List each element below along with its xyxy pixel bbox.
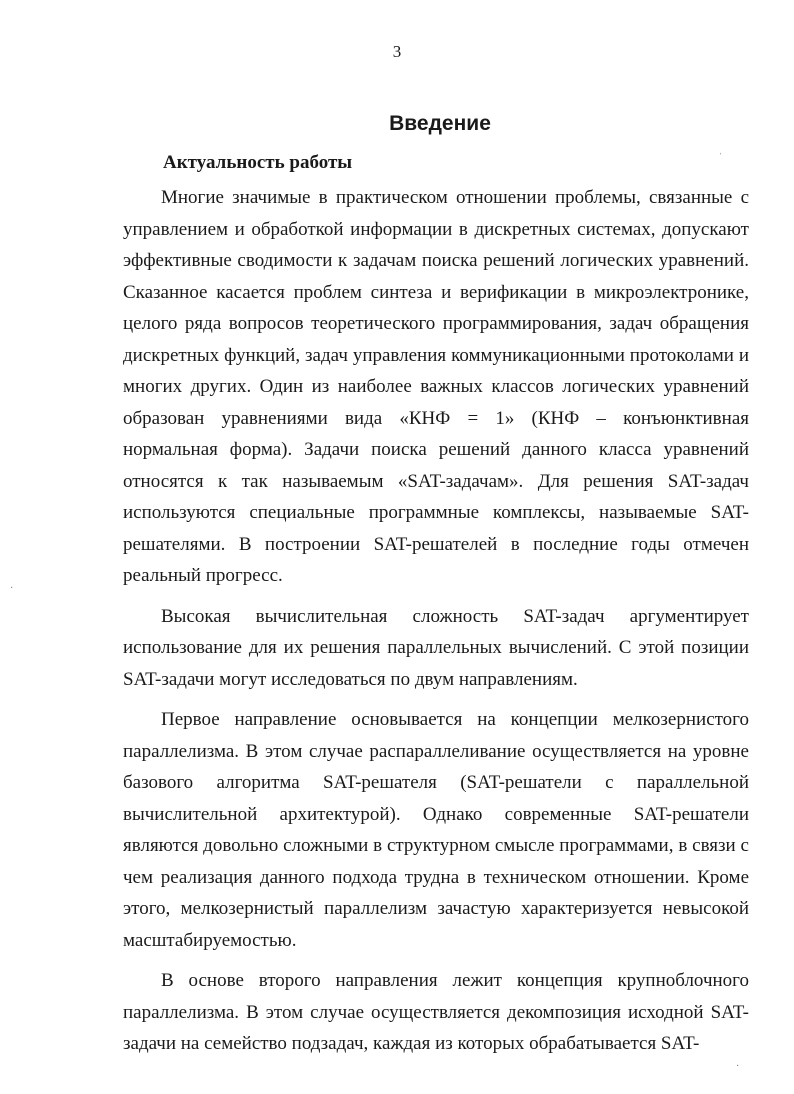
section-heading: Актуальность работы [163,152,353,173]
paragraph-4: В основе второго направления лежит концепция крупноблочного параллелизма. В этом случае осуществляется декомпозиция исходной SAT-задачи на семейство подзадач, каждая из которых обрабатывается SAT- [123,970,749,1054]
scan-speck: · [736,1061,740,1072]
paragraph-3: Первое направление основывается на концепции мелкозернистого параллелизма. В этом случае распараллеливание осуществляется на уровне базового алгоритма SAT-решателя (SAT-решатели с параллельной вычислительной архитектурой). Однако современные SAT-решатели являются довольно сложными в структурном смысле программами, в связи с чем реализация данного подхода трудна в техническом отношении. Кроме этого, мелкозернистый параллелизм зачастую характеризуется невысокой масштабируемостью. [123,709,749,951]
scan-speck: ˈ [719,152,723,163]
body-text [123,182,749,1069]
page-title: Введение [389,112,491,135]
paragraph-2: Высокая вычислительная сложность SAT-задач аргументирует использование для их решения параллельных вычислений. С этой позиции SAT-задачи могут исследоваться по двум направлениям. [123,605,749,690]
scan-speck: · [10,583,14,594]
paragraph-1: Многие значимые в практическом отношении проблемы, связанные с управлением и обработкой информации в дискретных системах, допускают эффективные сводимости к задачам поиска решений логических уравнений. Сказанное касается проблем синтеза и верификации в микроэлектронике, целого ряда вопросов теоретического программирования, задач обращения дискретных функций, задач управления коммуникационными протоколами и многих других. Один из наиболее важных классов логических уравнений образован уравнениями вида «КНФ = 1» (КНФ – конъюнктивная нормальная форма). Задачи поиска решений данного класса уравнений относятся к так называемым «SAT-задачам». Для решения SAT-задач используются специальные программные комплексы, называемые SAT-решателями. В построении SAT-решателей в последние годы отмечен реальный прогресс. [123,187,749,586]
page-number: 3 [392,42,402,61]
